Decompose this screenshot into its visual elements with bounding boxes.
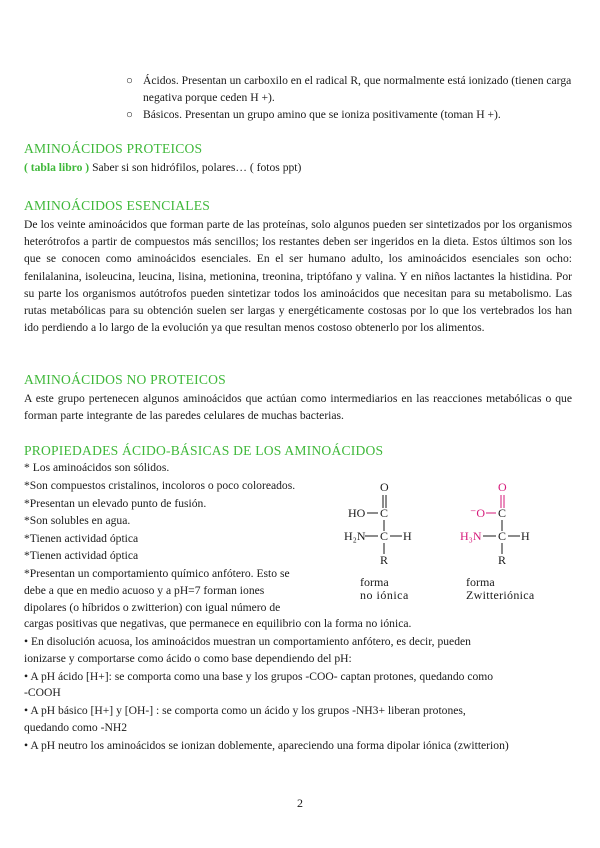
prop-line: *Presentan un elevado punto de fusión.	[24, 497, 207, 510]
heading-proteicos: AMINOÁCIDOS PROTEICOS	[24, 141, 203, 156]
proteicos-note	[24, 161, 301, 174]
caption-no-ionica: no iónica	[360, 588, 409, 602]
carbon-label: C	[498, 529, 507, 543]
heading-no-proteicos: AMINOÁCIDOS NO PROTEICOS	[24, 372, 226, 387]
list-item-basicos: Básicos. Presentan un grupo amino que se ioniza positivamente (toman H +).	[143, 108, 501, 121]
prop-line: debe a que en medio acuoso y a pH=7 forman iones	[24, 584, 265, 597]
neutral-form-structure	[344, 480, 412, 602]
caption-zwitterionica: Zwitteriónica	[466, 588, 535, 602]
note-text: Saber si son hidrófilos, polares… ( fotos ppt)	[89, 161, 302, 174]
prop-line: * Los aminoácidos son sólidos.	[24, 461, 170, 474]
list-item-acidos: Ácidos. Presentan un carboxilo en el radical R, que normalmente está ionizado (tienen carga negativa porque ceden H +).	[143, 74, 572, 104]
prop-long-line: • A pH ácido [H+]: se comporta como una base y los grupos -COO- captan protones, quedando como	[24, 670, 494, 683]
page-number: 2	[297, 796, 303, 810]
list-bullet: ○	[126, 75, 133, 87]
oxygen-label: O	[380, 480, 389, 494]
hydrogen-label: H	[521, 529, 530, 543]
prop-line: cargas positivas que negativas, que permanece en equilibrio con la forma no iónica.	[24, 617, 412, 630]
prop-long-line: quedando como -NH2	[24, 721, 128, 734]
prop-long-line: • A pH básico [H+] y [OH-] : se comporta como un ácido y los grupos -NH3+ liberan protones,	[24, 704, 466, 717]
oxygen-label: O	[498, 480, 507, 494]
zwitterion-form-structure	[460, 480, 535, 602]
radical-label: R	[498, 553, 507, 567]
prop-line: *Tienen actividad óptica	[24, 549, 139, 562]
carbon-label: C	[498, 506, 507, 520]
prop-long-line: • En disolución acuosa, los aminoácidos muestran un comportamiento anfótero, es decir, pueden	[24, 635, 471, 648]
caption-forma: forma	[360, 575, 389, 589]
prop-line: *Son solubles en agua.	[24, 514, 131, 527]
prop-long-line: • A pH neutro los aminoácidos se ionizan doblemente, apareciendo una forma dipolar iónica (zwitterion)	[24, 739, 509, 752]
carbon-label: C	[380, 506, 389, 520]
prop-line: *Tienen actividad óptica	[24, 532, 139, 545]
prop-long-line: -COOH	[24, 686, 61, 699]
hydroxyl-label: HO	[348, 506, 366, 520]
caption-forma: forma	[466, 575, 495, 589]
prop-line: *Presentan un comportamiento químico anfótero. Esto se	[24, 567, 290, 580]
prop-line: dipolares (o híbridos o zwitterion) con igual número de	[24, 601, 281, 614]
ammonium-label: H₃N	[460, 529, 482, 543]
prop-long-line: ionizarse y comportarse como ácido o como base dependiendo del pH:	[24, 652, 352, 665]
hydrogen-label: H	[403, 529, 412, 543]
heading-esenciales: AMINOÁCIDOS ESENCIALES	[24, 198, 211, 213]
carbon-label: C	[380, 529, 389, 543]
no-proteicos-paragraph: A este grupo pertenecen algunos aminoácidos que actúan como intermediarios en las reacciones metabólicas o que forman parte integrante de las paredes celulares de muchas bacterias.	[24, 392, 572, 423]
list-bullet: ○	[126, 109, 133, 121]
radical-label: R	[380, 553, 389, 567]
esenciales-paragraph: De los veinte aminoácidos que forman parte de las proteínas, solo algunos pueden ser sintetizados por los organismos heterótrofos a partir de compuestos más sencillos; los restantes deben ser ingeridos en la dieta. Estos últimos son los que se conocen como aminoácidos esenciales. En el ser humano adulto, los aminoácidos esenciales son ocho: fenilalanina, isoleucina, leucina, lisina, metionina, treonina, triptófano y valina. Y en niños lactantes la histidina. Por su parte los organismos autótrofos pueden sintetizar todos los aminoácidos que necesitan para su metabolismo. Las rutas metabólicas para su obtención suelen ser largas y energéticamente costosas por lo que los vertebrados los han ido perdiendo a lo largo de la evolución ya que resultan menos costoso obtenerlo por los alimentos.	[24, 218, 572, 335]
heading-propiedades: PROPIEDADES ÁCIDO-BÁSICAS DE LOS AMINOÁCIDOS	[24, 443, 384, 458]
prop-line: *Son compuestos cristalinos, incoloros o poco coloreados.	[24, 479, 296, 492]
note-highlight: ( tabla libro )	[24, 161, 90, 174]
carboxylate-label: ⁻O	[470, 506, 485, 520]
amino-acid-structures-figure	[336, 478, 576, 608]
amino-label: H₂N	[344, 529, 366, 543]
